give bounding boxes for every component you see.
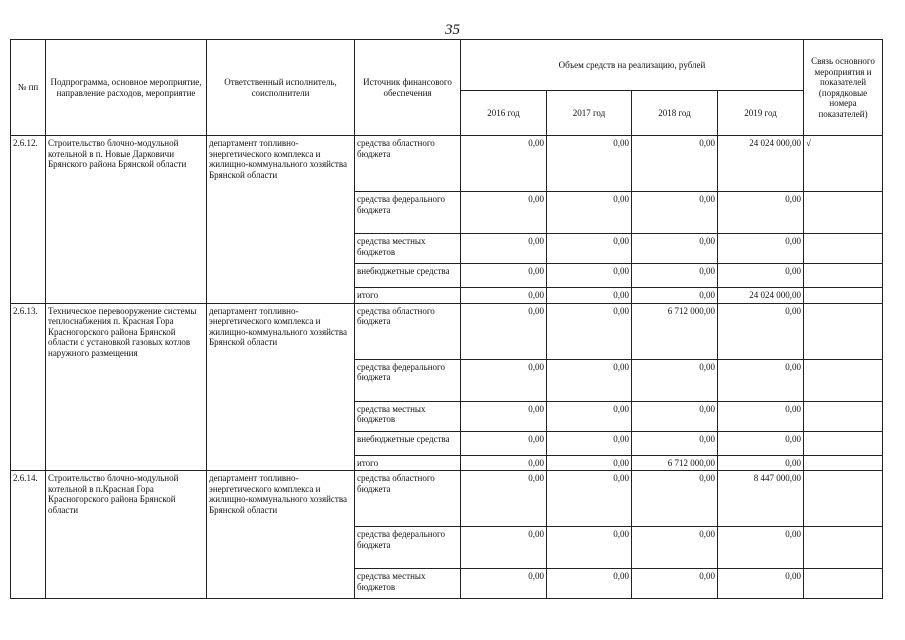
amount-cell: 0,00	[461, 264, 547, 288]
amount-cell: 0,00	[718, 455, 804, 471]
indicator-link	[804, 359, 883, 401]
amount-cell: 0,00	[547, 234, 632, 264]
measure-name: Строительство блочно-модульной котельной в п.Красная Гора Красногорского района Брянской области	[46, 471, 207, 599]
amount-cell: 0,00	[718, 234, 804, 264]
amount-cell: 0,00	[461, 136, 547, 192]
indicator-link: √	[804, 136, 883, 192]
amount-cell: 0,00	[461, 359, 547, 401]
source-label: внебюджетные средства	[355, 431, 461, 455]
indicator-link	[804, 264, 883, 288]
amount-cell: 0,00	[718, 401, 804, 431]
amount-cell: 0,00	[718, 569, 804, 599]
header-year: 2016 год	[461, 91, 547, 136]
source-label: средства федерального бюджета	[355, 359, 461, 401]
amount-cell: 0,00	[547, 569, 632, 599]
amount-cell: 0,00	[461, 455, 547, 471]
source-label: внебюджетные средства	[355, 264, 461, 288]
table-row	[11, 471, 883, 527]
source-label: средства областного бюджета	[355, 471, 461, 527]
amount-cell: 0,00	[632, 431, 718, 455]
amount-cell: 6 712 000,00	[632, 455, 718, 471]
amount-cell: 0,00	[632, 527, 718, 569]
amount-cell: 0,00	[461, 401, 547, 431]
amount-cell: 0,00	[632, 264, 718, 288]
amount-cell: 24 024 000,00	[718, 136, 804, 192]
source-label: средства областного бюджета	[355, 136, 461, 192]
amount-cell: 0,00	[547, 136, 632, 192]
amount-cell: 0,00	[461, 192, 547, 234]
table-row	[11, 136, 883, 192]
amount-cell: 0,00	[461, 431, 547, 455]
source-label: итого	[355, 455, 461, 471]
source-label: итого	[355, 288, 461, 304]
amount-cell: 0,00	[632, 192, 718, 234]
amount-cell: 0,00	[461, 234, 547, 264]
table-row	[11, 303, 883, 359]
amount-cell: 8 447 000,00	[718, 471, 804, 527]
executor-cell: департамент топливно-энергетического комплекса и жилищно-коммунального хозяйства Брянской области	[207, 303, 355, 471]
amount-cell: 0,00	[461, 288, 547, 304]
amount-cell: 0,00	[632, 401, 718, 431]
indicator-link	[804, 569, 883, 599]
source-label: средства федерального бюджета	[355, 527, 461, 569]
amount-cell: 0,00	[461, 527, 547, 569]
indicator-link	[804, 527, 883, 569]
header-executor: Ответственный исполнитель, соисполнители	[207, 40, 355, 136]
amount-cell: 0,00	[547, 431, 632, 455]
amount-cell: 0,00	[632, 569, 718, 599]
amount-cell: 0,00	[718, 527, 804, 569]
amount-cell: 0,00	[632, 136, 718, 192]
header-year: 2018 год	[632, 91, 718, 136]
amount-cell: 0,00	[718, 303, 804, 359]
amount-cell: 0,00	[718, 431, 804, 455]
measure-name: Строительство блочно-модульной котельной в п. Новые Дарковичи Брянского района Брянской области	[46, 136, 207, 304]
amount-cell: 0,00	[632, 471, 718, 527]
indicator-link	[804, 234, 883, 264]
indicator-link	[804, 192, 883, 234]
header-volume: Объем средств на реализацию, рублей	[461, 40, 804, 91]
amount-cell: 0,00	[547, 303, 632, 359]
amount-cell: 0,00	[547, 471, 632, 527]
indicator-link	[804, 471, 883, 527]
amount-cell: 0,00	[461, 303, 547, 359]
indicator-link	[804, 431, 883, 455]
source-label: средства местных бюджетов	[355, 569, 461, 599]
amount-cell: 24 024 000,00	[718, 288, 804, 304]
amount-cell: 0,00	[547, 264, 632, 288]
indicator-link	[804, 288, 883, 304]
indicator-link	[804, 401, 883, 431]
page-number: 35	[445, 22, 460, 38]
row-number: 2.6.13.	[11, 303, 46, 471]
table-body	[11, 136, 883, 599]
amount-cell: 6 712 000,00	[632, 303, 718, 359]
amount-cell: 0,00	[461, 471, 547, 527]
header-source: Источник финансового обеспечения	[355, 40, 461, 136]
amount-cell: 0,00	[632, 234, 718, 264]
budget-table	[10, 39, 883, 599]
amount-cell: 0,00	[632, 288, 718, 304]
source-label: средства областного бюджета	[355, 303, 461, 359]
row-number: 2.6.12.	[11, 136, 46, 304]
amount-cell: 0,00	[547, 288, 632, 304]
source-label: средства федерального бюджета	[355, 192, 461, 234]
amount-cell: 0,00	[547, 455, 632, 471]
amount-cell: 0,00	[632, 359, 718, 401]
header-year: 2019 год	[718, 91, 804, 136]
header-year: 2017 год	[547, 91, 632, 136]
executor-cell: департамент топливно-энергетического комплекса и жилищно-коммунального хозяйства Брянской области	[207, 136, 355, 304]
measure-name: Техническое перевооружение системы теплоснабжения п. Красная Гора Красногорского района Брянской области с установкой газовых котлов наружного размещения	[46, 303, 207, 471]
row-number: 2.6.14.	[11, 471, 46, 599]
amount-cell: 0,00	[547, 527, 632, 569]
amount-cell: 0,00	[718, 192, 804, 234]
amount-cell: 0,00	[718, 264, 804, 288]
source-label: средства местных бюджетов	[355, 401, 461, 431]
amount-cell: 0,00	[547, 192, 632, 234]
amount-cell: 0,00	[461, 569, 547, 599]
indicator-link	[804, 303, 883, 359]
amount-cell: 0,00	[547, 359, 632, 401]
amount-cell: 0,00	[718, 359, 804, 401]
source-label: средства местных бюджетов	[355, 234, 461, 264]
executor-cell: департамент топливно-энергетического комплекса и жилищно-коммунального хозяйства Брянской области	[207, 471, 355, 599]
amount-cell: 0,00	[547, 401, 632, 431]
header-link: Связь основного мероприятия и показателей (порядковые номера показателей)	[804, 40, 883, 136]
header-num: № пп	[11, 40, 46, 136]
indicator-link	[804, 455, 883, 471]
header-subprogram: Подпрограмма, основное мероприятие, направление расходов, мероприятие	[46, 40, 207, 136]
